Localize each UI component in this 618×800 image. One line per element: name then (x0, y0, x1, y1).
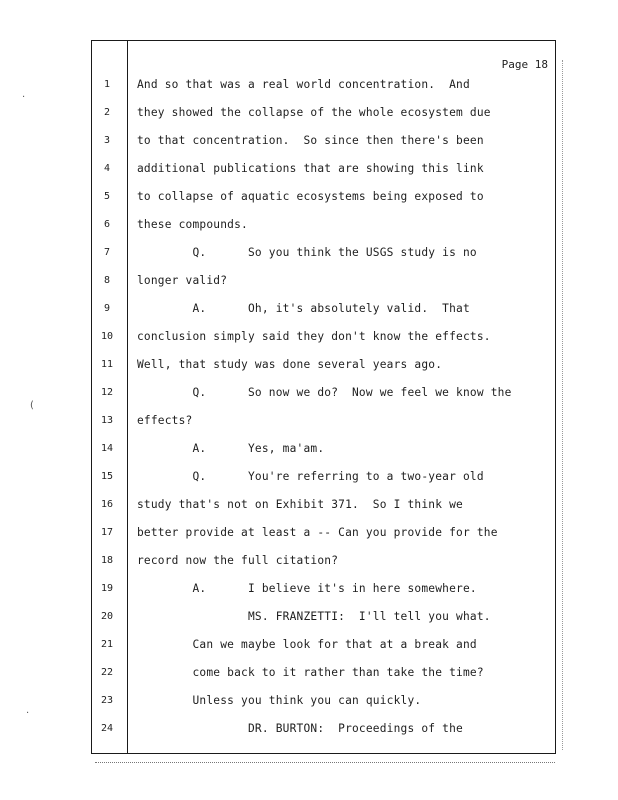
line-number: 8 (103, 275, 111, 286)
transcript-line: Can we maybe look for that at a break and (137, 638, 477, 651)
transcript-line: Well, that study was done several years ago. (137, 358, 443, 371)
line-number: 23 (100, 695, 114, 706)
page-number: Page 18 (501, 58, 548, 71)
line-number: 24 (100, 723, 114, 734)
line-number-margin-rule (127, 40, 128, 754)
line-number: 20 (100, 611, 114, 622)
line-number: 12 (100, 387, 114, 398)
line-number: 9 (103, 303, 111, 314)
transcript-line: MS. FRANZETTI: I'll tell you what. (137, 610, 491, 623)
line-number: 3 (103, 135, 111, 146)
line-number: 5 (103, 191, 111, 202)
line-number: 17 (100, 527, 114, 538)
transcript-line: Q. So now we do? Now we feel we know the (137, 386, 512, 399)
scan-bottom-artifact (95, 762, 555, 764)
transcript-line: to that concentration. So since then there's been (137, 134, 484, 147)
scan-edge-artifact (562, 60, 565, 750)
transcript-line: A. Oh, it's absolutely valid. That (137, 302, 470, 315)
transcript-line: conclusion simply said they don't know the effects. (137, 330, 491, 343)
line-number: 1 (103, 79, 111, 90)
transcript-line: A. Yes, ma'am. (137, 442, 325, 455)
line-number: 22 (100, 667, 114, 678)
line-number: 18 (100, 555, 114, 566)
line-number: 21 (100, 639, 114, 650)
transcript-line: they showed the collapse of the whole ecosystem due (137, 106, 491, 119)
line-number: 13 (100, 415, 114, 426)
transcript-line: study that's not on Exhibit 371. So I think we (137, 498, 463, 511)
transcript-line: record now the full citation? (137, 554, 339, 567)
line-number: 11 (100, 359, 114, 370)
transcript-line: Q. You're referring to a two-year old (137, 470, 484, 483)
transcript-line: DR. BURTON: Proceedings of the (137, 722, 463, 735)
line-number: 2 (103, 107, 111, 118)
line-number: 7 (103, 247, 111, 258)
transcript-line: to collapse of aquatic ecosystems being exposed to (137, 190, 484, 203)
scan-speck: · (26, 708, 30, 719)
transcript-line: these compounds. (137, 218, 248, 231)
transcript-line: longer valid? (137, 274, 228, 287)
line-number: 15 (100, 471, 114, 482)
line-number: 4 (103, 163, 111, 174)
transcript-line: effects? (137, 414, 193, 427)
transcript-line: A. I believe it's in here somewhere. (137, 582, 477, 595)
transcript-line: come back to it rather than take the time? (137, 666, 484, 679)
line-number: 19 (100, 583, 114, 594)
transcript-line: better provide at least a -- Can you provide for the (137, 526, 498, 539)
transcript-line: And so that was a real world concentration. And (137, 78, 470, 91)
scan-speck: · (22, 92, 26, 103)
transcript-line: additional publications that are showing this link (137, 162, 484, 175)
transcript-line: Unless you think you can quickly. (137, 694, 422, 707)
line-number: 6 (103, 219, 111, 230)
line-number: 16 (100, 499, 114, 510)
scan-speck: ( (30, 400, 34, 411)
line-number: 14 (100, 443, 114, 454)
line-number: 10 (100, 331, 114, 342)
transcript-line: Q. So you think the USGS study is no (137, 246, 477, 259)
